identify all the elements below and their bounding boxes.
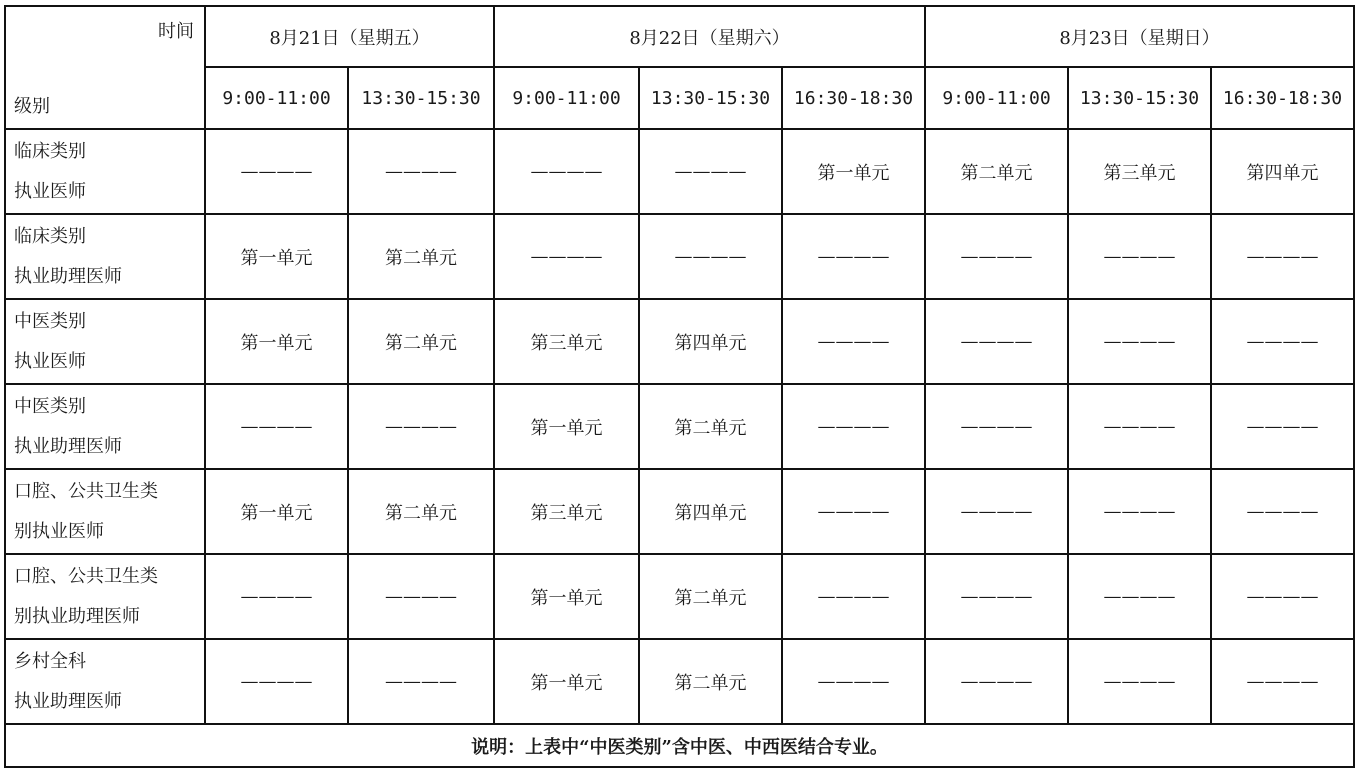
level-cell: [5, 469, 205, 554]
schedule-cell: ————: [205, 129, 348, 214]
level-cell: [5, 299, 205, 384]
schedule-cell: 第一单元: [205, 469, 348, 554]
schedule-cell: 第一单元: [494, 554, 639, 639]
level-cell: [5, 384, 205, 469]
schedule-cell: ————: [782, 639, 925, 724]
schedule-cell: 第四单元: [639, 469, 782, 554]
level-line-2: 执业助理医师: [14, 435, 122, 457]
schedule-cell: 第二单元: [348, 214, 494, 299]
time-slot-header: 13:30-15:30: [639, 67, 782, 129]
schedule-cell: 第三单元: [1068, 129, 1211, 214]
schedule-cell: ————: [925, 554, 1068, 639]
schedule-cell: ————: [639, 129, 782, 214]
schedule-cell: ————: [494, 214, 639, 299]
schedule-cell: 第一单元: [494, 639, 639, 724]
table-row: [5, 214, 1354, 299]
day-header: 8月21日（星期五）: [205, 6, 494, 67]
schedule-cell: ————: [1211, 639, 1354, 724]
corner-cell: [5, 6, 205, 129]
schedule-cell: 第四单元: [1211, 129, 1354, 214]
schedule-cell: 第二单元: [639, 639, 782, 724]
table-row: [5, 469, 1354, 554]
level-line-1: 口腔、公共卫生类: [14, 480, 158, 502]
day-header: 8月22日（星期六）: [494, 6, 925, 67]
schedule-cell: ————: [205, 554, 348, 639]
schedule-cell: ————: [639, 214, 782, 299]
schedule-cell: 第一单元: [782, 129, 925, 214]
exam-schedule-table: [4, 5, 1355, 768]
schedule-cell: ————: [925, 639, 1068, 724]
schedule-cell: ————: [925, 299, 1068, 384]
time-slot-header: 16:30-18:30: [782, 67, 925, 129]
schedule-cell: ————: [1068, 214, 1211, 299]
schedule-cell: ————: [925, 214, 1068, 299]
level-line-1: 口腔、公共卫生类: [14, 565, 158, 587]
table-row: [5, 384, 1354, 469]
schedule-cell: 第一单元: [205, 299, 348, 384]
schedule-cell: ————: [1068, 554, 1211, 639]
level-line-2: 别执业医师: [14, 520, 104, 542]
schedule-cell: ————: [494, 129, 639, 214]
level-line-1: 临床类别: [14, 225, 86, 247]
schedule-cell: ————: [1211, 214, 1354, 299]
schedule-cell: ————: [1068, 299, 1211, 384]
schedule-cell: ————: [925, 384, 1068, 469]
schedule-cell: ————: [1068, 469, 1211, 554]
schedule-cell: 第三单元: [494, 469, 639, 554]
level-cell: [5, 129, 205, 214]
schedule-cell: 第三单元: [494, 299, 639, 384]
schedule-cell: 第二单元: [639, 384, 782, 469]
level-cell: [5, 214, 205, 299]
level-cell: [5, 554, 205, 639]
time-slot-header: 13:30-15:30: [348, 67, 494, 129]
header-row-days: [5, 6, 1354, 67]
schedule-cell: ————: [782, 469, 925, 554]
schedule-cell: 第二单元: [925, 129, 1068, 214]
schedule-cell: ————: [1068, 384, 1211, 469]
schedule-cell: ————: [1211, 384, 1354, 469]
schedule-cell: ————: [782, 554, 925, 639]
note-row: [5, 724, 1354, 767]
level-line-1: 乡村全科: [14, 650, 86, 672]
header-row-slots: [5, 67, 1354, 129]
schedule-cell: 第一单元: [205, 214, 348, 299]
time-slot-header: 9:00-11:00: [494, 67, 639, 129]
time-slot-header: 9:00-11:00: [205, 67, 348, 129]
table-note: 说明：上表中“中医类别”含中医、中西医结合专业。: [5, 724, 1354, 767]
schedule-cell: ————: [1068, 639, 1211, 724]
level-line-1: 中医类别: [14, 395, 86, 417]
table-row: [5, 639, 1354, 724]
schedule-cell: ————: [348, 384, 494, 469]
schedule-cell: 第二单元: [639, 554, 782, 639]
level-line-1: 临床类别: [14, 140, 86, 162]
schedule-cell: ————: [205, 639, 348, 724]
schedule-cell: ————: [348, 554, 494, 639]
time-label: 时间: [158, 21, 194, 42]
level-line-2: 执业医师: [14, 180, 86, 202]
table-row: [5, 299, 1354, 384]
schedule-cell: ————: [1211, 469, 1354, 554]
schedule-cell: ————: [925, 469, 1068, 554]
schedule-cell: ————: [1211, 299, 1354, 384]
table-row: [5, 554, 1354, 639]
schedule-cell: ————: [205, 384, 348, 469]
schedule-cell: ————: [782, 299, 925, 384]
time-slot-header: 9:00-11:00: [925, 67, 1068, 129]
schedule-cell: 第二单元: [348, 469, 494, 554]
time-slot-header: 16:30-18:30: [1211, 67, 1354, 129]
schedule-cell: ————: [348, 129, 494, 214]
table-row: [5, 129, 1354, 214]
schedule-cell: ————: [1211, 554, 1354, 639]
level-line-2: 执业助理医师: [14, 690, 122, 712]
time-slot-header: 13:30-15:30: [1068, 67, 1211, 129]
level-line-2: 别执业助理医师: [14, 605, 140, 627]
level-line-1: 中医类别: [14, 310, 86, 332]
schedule-cell: ————: [348, 639, 494, 724]
level-line-2: 执业助理医师: [14, 265, 122, 287]
level-line-2: 执业医师: [14, 350, 86, 372]
level-cell: [5, 639, 205, 724]
schedule-cell: 第一单元: [494, 384, 639, 469]
level-label: 级别: [14, 96, 50, 117]
schedule-cell: 第二单元: [348, 299, 494, 384]
schedule-cell: ————: [782, 384, 925, 469]
day-header: 8月23日（星期日）: [925, 6, 1354, 67]
schedule-cell: 第四单元: [639, 299, 782, 384]
schedule-cell: ————: [782, 214, 925, 299]
